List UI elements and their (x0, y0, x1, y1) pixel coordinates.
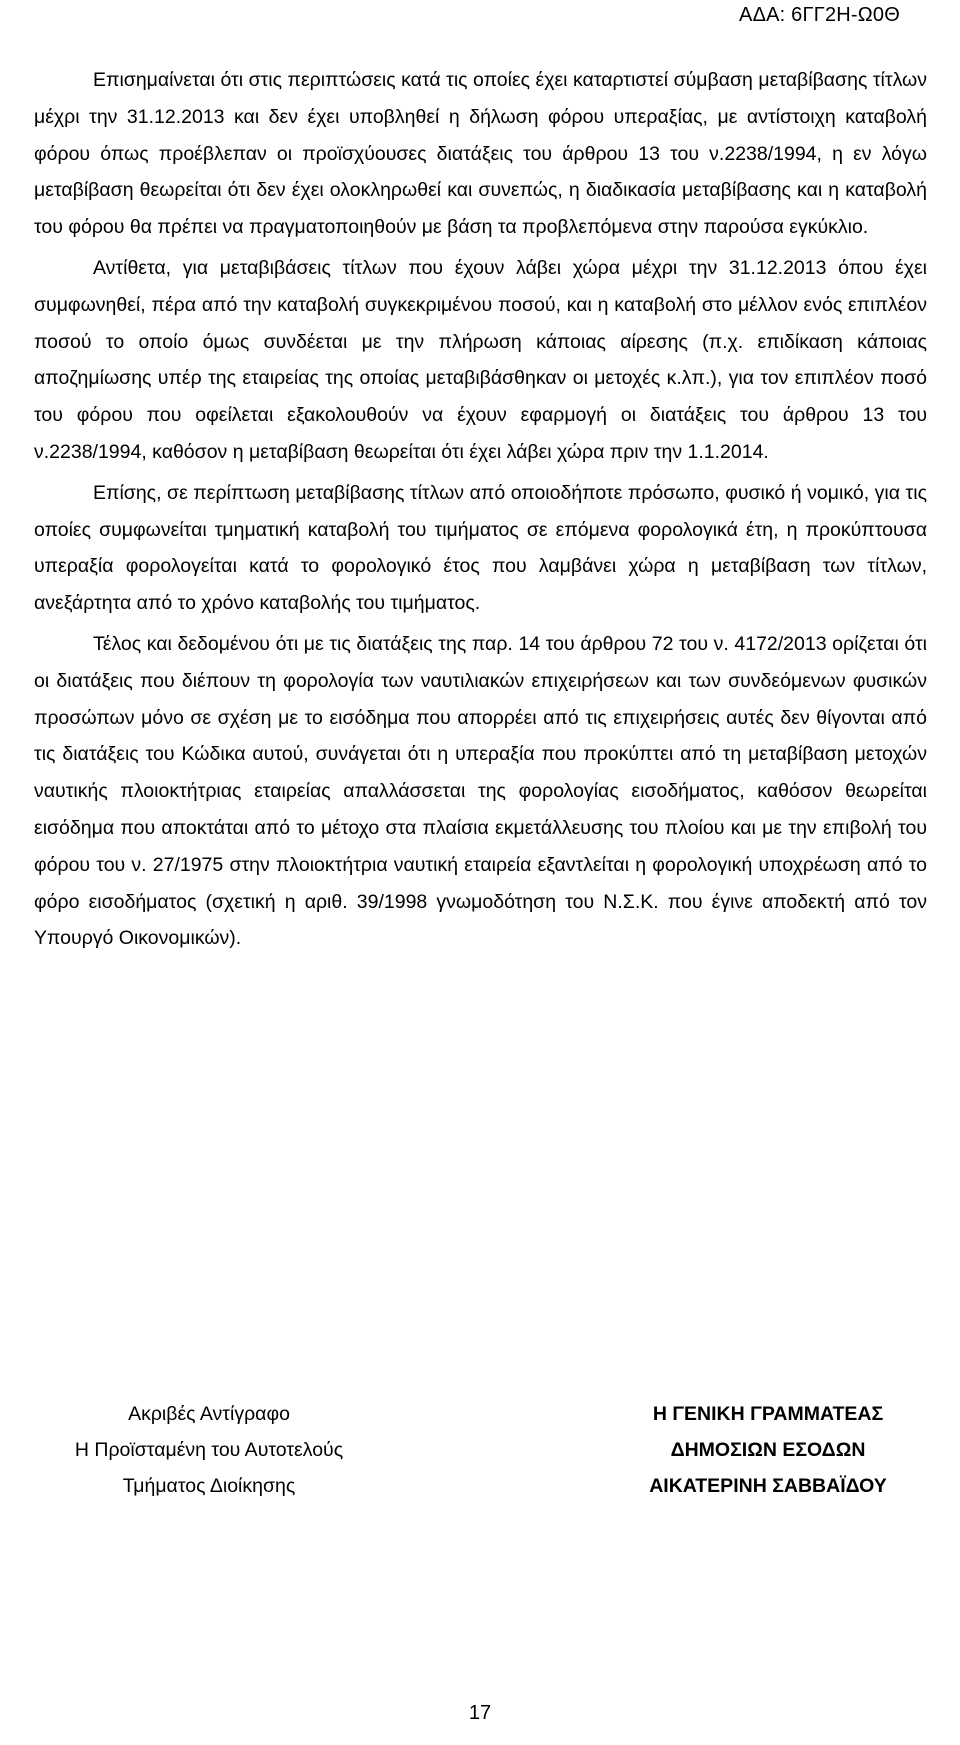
signatory-role: Η ΓΕΝΙΚΗ ΓΡΑΜΜΑΤΕΑΣ (652, 1403, 884, 1425)
paragraph: Τέλος και δεδομένου ότι με τις διατάξεις της παρ. 14 του άρθρου 72 του ν. 4172/2013 ορίζεται ότι οι διατάξεις που διέπουν τη φορολογία των ναυτιλιακών επιχειρήσεων και των συνδεόμενων φυσικών προσώπων μόνο σε σχέση με το εισόδημα που απορρέει από τις επιχειρήσεις αυτές δεν θίγονται από τις διατάξεις του Κώδικα αυτού, συνάγεται ότι η υπεραξία που προκύπτει από τη μεταβίβαση μετοχών ναυτικής πλοιοκτήτριας εταιρείας απαλλάσσεται της φορολογίας εισοδήματος, καθόσον θεωρείται εισόδημα που αποκτάται από το μέτοχο στα πλαίσια εκμετάλλευσης του πλοίου και με την επιβολή του φόρου του ν. 27/1975 στην πλοιοκτήτρια ναυτική εταιρεία εξαντλείται η φορολογική υποχρέωση από το φόρο εισοδήματος (σχετική η αριθ. 39/1998 γνωμοδότηση του Ν.Σ.Κ. που έγινε αποδεκτή από τον Υπουργό Οικονομικών). (34, 632, 927, 950)
certified-copy-signature-block (34, 1396, 384, 1504)
signatory-department: Τμήματος Διοίκησης (122, 1475, 296, 1497)
secretary-general-signature-block (598, 1396, 938, 1504)
signatory-title: Η Προϊσταμένη του Αυτοτελούς (74, 1439, 344, 1461)
paragraph: Αντίθετα, για μεταβιβάσεις τίτλων που έχουν λάβει χώρα μέχρι την 31.12.2013 όπου έχει συμφωνηθεί, πέρα από την καταβολή συγκεκριμένου ποσού, και η καταβολή στο μέλλον ενός επιπλέον ποσού το οποίο όμως συνδέεται με την πλήρωση κάποιας αίρεσης (π.χ. επιδίκαση κάποιας αποζημίωσης υπέρ της εταιρείας της οποίας μεταβιβάσθηκαν οι μετοχές κ.λπ.), για τον επιπλέον ποσό του φόρου που οφείλεται εξακολουθούν να έχουν εφαρμογή οι διατάξεις του άρθρου 13 του ν.2238/1994, καθόσον η μεταβίβαση θεωρείται ότι έχει λάβει χώρα πριν την 1.1.2014. (34, 256, 927, 463)
certified-copy-label: Ακριβές Αντίγραφο (128, 1403, 290, 1425)
ada-code: ΑΔΑ: 6ΓΓ2Η-Ω0Θ (739, 4, 900, 26)
signatory-organization: ΔΗΜΟΣΙΩΝ ΕΣΟΔΩΝ (670, 1439, 866, 1461)
paragraph: Επισημαίνεται ότι στις περιπτώσεις κατά τις οποίες έχει καταρτιστεί σύμβαση μεταβίβασης τίτλων μέχρι την 31.12.2013 και δεν έχει υποβληθεί η δήλωση φόρου υπεραξίας, με αντίστοιχη καταβολή φόρου όπως προέβλεπαν οι προϊσχύουσες διατάξεις του άρθρου 13 του ν.2238/1994, η εν λόγω μεταβίβαση θεωρείται ότι δεν έχει ολοκληρωθεί και συνεπώς, η διαδικασία μεταβίβασης και η καταβολή του φόρου θα πρέπει να πραγματοποιηθούν με βάση τα προβλεπόμενα στην παρούσα εγκύκλιο. (34, 69, 927, 239)
document-body (34, 62, 927, 957)
paragraph: Επίσης, σε περίπτωση μεταβίβασης τίτλων από οποιοδήποτε πρόσωπο, φυσικό ή νομικό, για τις οποίες συμφωνείται τμηματική καταβολή του τιμήματος σε επόμενα φορολογικά έτη, η προκύπτουσα υπεραξία φορολογείται κατά το φορολογικό έτος που λαμβάνει χώρα η μεταβίβαση των τίτλων, ανεξάρτητα από το χρόνο καταβολής του τιμήματος. (34, 481, 927, 615)
signatory-name: ΑΙΚΑΤΕΡΙΝΗ ΣΑΒΒΑΪΔΟΥ (649, 1475, 887, 1497)
page-number: 17 (468, 1702, 492, 1724)
